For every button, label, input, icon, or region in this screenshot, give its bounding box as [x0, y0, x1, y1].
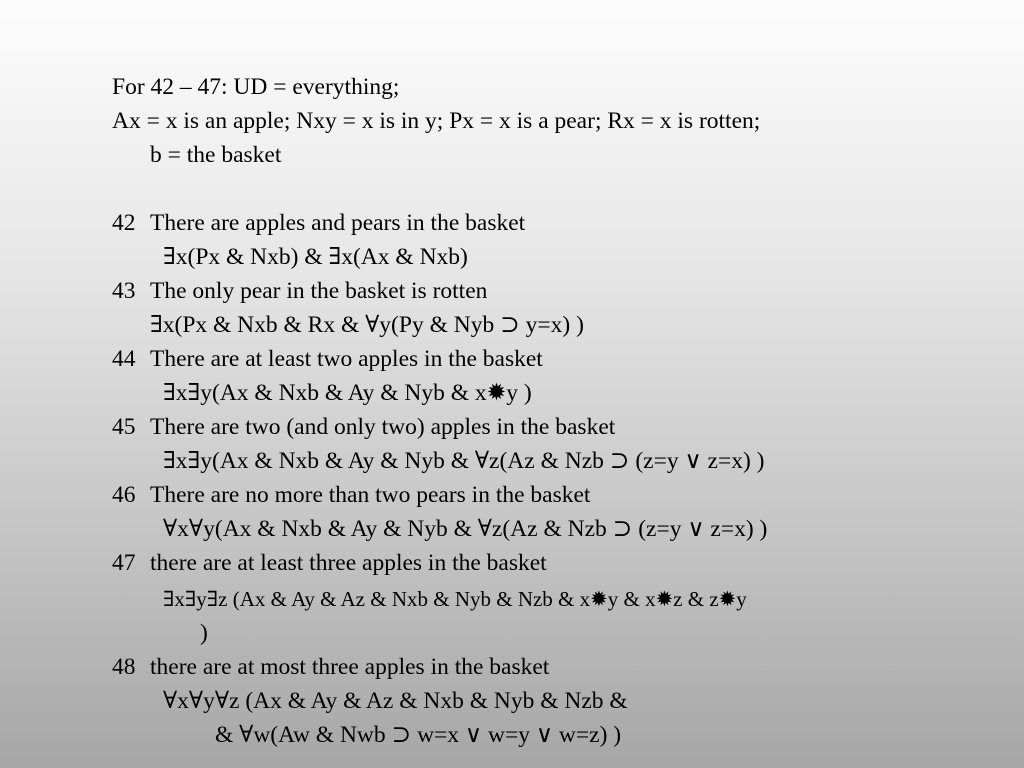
- item-english-48: there are at most three apples in the basket: [150, 654, 550, 680]
- item-number-45: 45: [112, 414, 136, 440]
- item-formula-42: ∃x(Px & Nxb) & ∃x(Ax & Nxb): [163, 244, 468, 270]
- constant-key: b = the basket: [150, 142, 282, 168]
- item-formula-44: ∃x∃y(Ax & Nxb & Ay & Nyb & x✹y ): [163, 380, 532, 406]
- item-number-42: 42: [112, 210, 136, 236]
- item-english-45: There are two (and only two) apples in the basket: [150, 414, 616, 440]
- item-formula-48-cont: & ∀w(Aw & Nwb ⊃ w=x ∨ w=y ∨ w=z) ): [215, 722, 622, 748]
- item-formula-45: ∃x∃y(Ax & Nxb & Ay & Nyb & ∀z(Az & Nzb ⊃ (z=y ∨ z=x) ): [163, 448, 765, 474]
- item-english-46: There are no more than two pears in the basket: [150, 482, 591, 508]
- item-formula-46: ∀x∀y(Ax & Nxb & Ay & Nyb & ∀z(Az & Nzb ⊃ (z=y ∨ z=x) ): [163, 516, 768, 542]
- item-english-43: The only pear in the basket is rotten: [150, 278, 488, 304]
- item-formula-48: ∀x∀y∀z (Ax & Ay & Az & Nxb & Nyb & Nzb &: [163, 688, 628, 714]
- item-english-42: There are apples and pears in the basket: [150, 210, 526, 236]
- item-number-46: 46: [112, 482, 136, 508]
- item-formula-47-cont: ): [200, 620, 208, 646]
- item-number-44: 44: [112, 346, 136, 372]
- predicate-key: Ax = x is an apple; Nxy = x is in y; Px = x is a pear; Rx = x is rotten;: [112, 108, 761, 134]
- item-number-48: 48: [112, 654, 136, 680]
- item-english-44: There are at least two apples in the basket: [150, 346, 543, 372]
- item-formula-47: ∃x∃y∃z (Ax & Ay & Az & Nxb & Nyb & Nzb & x✹y & x✹z & z✹y: [163, 587, 747, 611]
- item-english-47: there are at least three apples in the basket: [150, 550, 547, 576]
- item-formula-43: ∃x(Px & Nxb & Rx & ∀y(Py & Nyb ⊃ y=x) ): [150, 312, 584, 338]
- ud-definition: For 42 – 47: UD = everything;: [112, 74, 400, 100]
- item-number-43: 43: [112, 278, 136, 304]
- item-number-47: 47: [112, 550, 136, 576]
